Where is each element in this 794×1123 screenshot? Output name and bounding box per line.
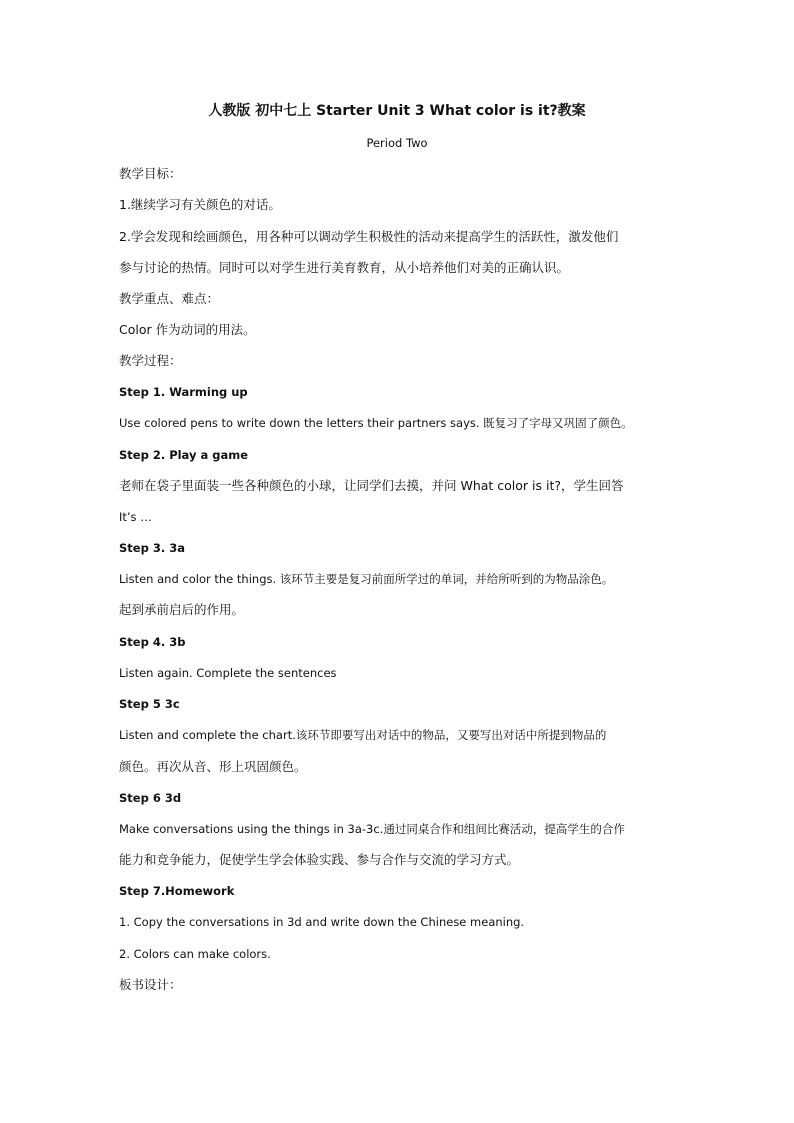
step-1-body: Use colored pens to write down the letters their partners says. 既复习了字母又巩固了颜色。 <box>119 416 633 430</box>
objective-line-2-cont: 参与讨论的热情。同时可以对学生进行美育教育，从小培养他们对美的正确认识。 <box>119 260 570 275</box>
step-7-heading: Step 7.Homework <box>119 884 235 898</box>
step-2-heading: Step 2. Play a game <box>119 448 249 462</box>
step-6-body-cont: 能力和竞争能力，促使学生学会体验实践、参与合作与交流的学习方式。 <box>119 852 520 867</box>
objective-line-2: 2.学会发现和绘画颜色，用各种可以调动学生积极性的活动来提高学生的活跃性，激发他们 <box>119 229 619 244</box>
section-heading-board-design: 板书设计： <box>119 977 182 992</box>
step-4-heading: Step 4. 3b <box>119 635 186 649</box>
step-5-heading: Step 5 3c <box>119 697 180 711</box>
section-heading-objectives: 教学目标： <box>119 166 182 181</box>
homework-item-1: 1. Copy the conversations in 3d and write down the Chinese meaning. <box>119 915 525 929</box>
step-2-body: 老师在袋子里面装一些各种颜色的小球，让同学们去摸，并问 What color is it?，学生回答 <box>119 478 624 493</box>
objective-line-1: 1.继续学习有关颜色的对话。 <box>119 197 281 212</box>
step-3-heading: Step 3. 3a <box>119 541 185 555</box>
key-point-line: Color 作为动词的用法。 <box>119 322 256 337</box>
step-3-body: Listen and color the things. 该环节主要是复习前面所学过的单词，并给所听到的为物品涂色。 <box>119 572 614 586</box>
step-5-body-cont: 颜色。再次从音、形上巩固颜色。 <box>119 759 307 774</box>
section-heading-key-points: 教学重点、难点： <box>119 291 220 306</box>
step-4-body: Listen again. Complete the sentences <box>119 666 337 680</box>
section-heading-process: 教学过程： <box>119 353 182 368</box>
step-3-body-cont: 起到承前启后的作用。 <box>119 602 245 617</box>
step-5-body: Listen and complete the chart.该环节即要写出对话中的物品，又要写出对话中所提到物品的 <box>119 728 607 742</box>
step-6-heading: Step 6 3d <box>119 791 182 805</box>
step-1-heading: Step 1. Warming up <box>119 385 248 399</box>
document-title: 人教版 初中七上 Starter Unit 3 What color is it?教案 <box>208 103 586 119</box>
step-2-body-cont: It’s … <box>119 510 152 524</box>
homework-item-2: 2. Colors can make colors. <box>119 947 271 961</box>
period-subtitle: Period Two <box>366 136 428 150</box>
step-6-body: Make conversations using the things in 3a-3c.通过同桌合作和组间比赛活动，提高学生的合作 <box>119 822 625 836</box>
